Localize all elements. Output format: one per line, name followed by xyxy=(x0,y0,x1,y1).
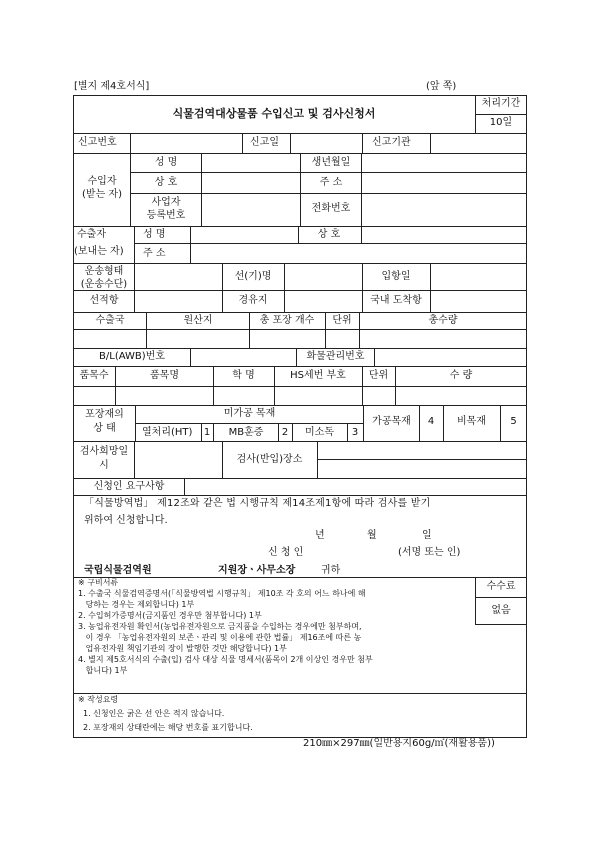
agency-director: 지원장ㆍ사무소장 xyxy=(218,565,296,576)
frame-top xyxy=(73,95,526,96)
v-242 xyxy=(242,133,243,153)
transit-label: 경유지 xyxy=(238,295,268,306)
line-312 xyxy=(73,312,526,313)
importer-birth-field[interactable] xyxy=(362,154,525,172)
requests-field[interactable] xyxy=(185,479,525,494)
line-577 xyxy=(73,577,526,578)
arrival-date-label: 입항일 xyxy=(381,271,411,282)
declaration-line-2: 위하여 신청합니다. xyxy=(84,515,168,526)
importer-birth-label: 생년월일 xyxy=(311,157,351,168)
processed-wood-no[interactable]: 4 xyxy=(427,416,435,427)
line-405 xyxy=(73,405,526,406)
frame-right xyxy=(526,95,527,737)
items-header-unit: 단위 xyxy=(368,370,389,381)
vessel-label: 선(기)명 xyxy=(234,271,272,282)
loading-port-label: 선적항 xyxy=(89,295,119,306)
origin-header-export-country: 수출국 xyxy=(95,315,125,326)
exporter-address-label: 주 소 xyxy=(143,248,166,259)
items-header-count: 품목수 xyxy=(79,370,109,381)
document-item: 이 경우 「농업유전자원의 보존ㆍ관리 및 이용에 관한 법률」 제16조에 따른 농 xyxy=(78,633,362,642)
unsanitized-no[interactable]: 3 xyxy=(351,427,359,438)
report-number-label: 신고번호 xyxy=(78,137,117,148)
cargo-field[interactable] xyxy=(375,349,525,365)
line-423 xyxy=(135,423,363,424)
hope-date-field[interactable] xyxy=(135,442,221,477)
heat-treated-no[interactable]: 1 xyxy=(203,427,211,438)
report-date-label: 신고일 xyxy=(250,137,279,148)
line-597 xyxy=(475,597,526,598)
non-wood-no[interactable]: 5 xyxy=(510,416,517,427)
processing-period-value: 10일 xyxy=(489,117,513,128)
arrival-port-field[interactable] xyxy=(431,291,525,311)
importer-name-label: 성 명 xyxy=(154,157,178,168)
document-item: 업유전자원 책임기관의 장이 발행한 것만 해당합니다) 1부 xyxy=(78,644,287,653)
importer-trade-field[interactable] xyxy=(202,173,300,193)
processing-period-label: 처리기간 xyxy=(481,98,521,109)
instruction-item: 2. 포장재의 상태란에는 해당 번호를 표기합니다. xyxy=(83,723,253,732)
items-header-qty: 수 량 xyxy=(449,370,473,381)
exporter-name-field[interactable] xyxy=(191,227,298,243)
documents-list xyxy=(78,588,473,676)
date-year: 년 xyxy=(315,530,325,541)
line-172 xyxy=(130,172,526,173)
transit-field[interactable] xyxy=(285,291,362,311)
heat-treated-label: 열처리(HT) xyxy=(142,427,193,438)
non-wood-label: 비목재 xyxy=(457,416,486,427)
origin-header-unit: 단위 xyxy=(332,315,352,326)
v-362 xyxy=(362,133,363,153)
importer-address-field[interactable] xyxy=(362,173,525,193)
importer-label: 수입자 (받는 자) xyxy=(82,176,122,200)
vessel-field[interactable] xyxy=(285,264,362,290)
applicant-field[interactable] xyxy=(320,545,390,561)
applicant-label: 신 청 인 xyxy=(268,547,304,558)
arrival-port-label: 국내 도착항 xyxy=(370,295,422,306)
document-item: 2. 수입허가증명서(금지품인 경우만 첨부합니다) 1부 xyxy=(78,611,262,620)
document-item: 4. 별지 제5호서식의 수출(입) 검사 대상 식물 명세서(품목이 2개 이상인 경우만 첨부 xyxy=(78,655,373,664)
date-day: 일 xyxy=(422,530,432,541)
fee-label: 수수료 xyxy=(486,581,516,592)
bl-field[interactable] xyxy=(191,349,296,365)
origin-header-total-qty: 총수량 xyxy=(428,315,458,326)
line-624 xyxy=(475,624,526,625)
line-495 xyxy=(73,495,526,496)
instruction-item: 1. 신청인은 굵은 선 안은 적지 않습니다. xyxy=(83,709,225,718)
signature-label: (서명 또는 인) xyxy=(398,547,461,558)
document-item: 합니다) 1부 xyxy=(78,666,128,675)
items-header-hs: HS세번 부호 xyxy=(290,370,346,381)
page-side-label: (앞 쪽) xyxy=(426,81,457,92)
instructions-title: ※ 작성요령 xyxy=(78,695,119,704)
line-366 xyxy=(73,366,526,367)
mb-fumigation-label: MB훈증 xyxy=(228,427,264,438)
exporter-label-bottom: (보내는 자) xyxy=(74,246,124,257)
unprocessed-wood-label: 미가공 목재 xyxy=(223,408,276,419)
fee-value: 없음 xyxy=(491,605,511,616)
importer-phone-label: 전화번호 xyxy=(311,203,351,214)
processed-wood-label: 가공목재 xyxy=(372,416,411,427)
arrival-date-field[interactable] xyxy=(431,264,525,290)
paper-spec: 210㎜×297㎜(일반용지60g/㎡(재활용품)) xyxy=(303,738,495,749)
transport-mode-field[interactable] xyxy=(135,264,221,290)
report-agency-field[interactable] xyxy=(431,134,525,152)
exporter-label-top: 수출자 xyxy=(77,229,106,240)
report-date-field[interactable] xyxy=(291,134,362,152)
requests-label: 신청인 요구사항 xyxy=(93,481,165,492)
importer-phone-field[interactable] xyxy=(362,194,525,225)
cargo-label: 화물관리번호 xyxy=(306,351,365,362)
importer-trade-label: 상 호 xyxy=(154,177,178,188)
importer-name-field[interactable] xyxy=(202,154,300,172)
date-month: 월 xyxy=(367,530,377,541)
loading-port-field[interactable] xyxy=(135,291,221,311)
inspection-place-label: 검사(반입)장소 xyxy=(236,454,303,465)
declaration-line-1: 「식물방역법」 제12조와 같은 법 시행규칙 제14조제1항에 따라 검사를 받기 xyxy=(84,498,431,509)
items-data-row[interactable] xyxy=(74,387,525,404)
origin-header-origin: 원산지 xyxy=(183,315,213,326)
honorific: 귀하 xyxy=(321,565,341,576)
transport-mode-label: 운송형태 (운송수단) xyxy=(80,266,128,290)
origin-data-row[interactable] xyxy=(74,330,525,347)
line-693 xyxy=(73,693,526,694)
exporter-name-label: 성 명 xyxy=(143,229,166,240)
document-item: 당하는 경우는 제외합니다) 1부 xyxy=(78,600,195,609)
documents-title: ※ 구비서류 xyxy=(78,578,119,587)
items-header-name: 품목명 xyxy=(150,370,179,381)
report-agency-label: 신고기관 xyxy=(372,137,411,148)
importer-address-label: 주 소 xyxy=(319,177,343,188)
form-number-label: [별지 제4호서식] xyxy=(74,81,150,92)
v-134 xyxy=(134,226,135,263)
exporter-trade-label: 상 호 xyxy=(317,229,341,240)
form-title: 식물검역대상물품 수입신고 및 검사신청서 xyxy=(172,107,376,120)
exporter-address-field[interactable] xyxy=(191,244,525,262)
report-number-field[interactable] xyxy=(131,134,241,152)
packaging-label: 포장재의 상 태 xyxy=(85,409,124,434)
document-item: 3. 농업유전자원 확인서(농업유전자원으로 금지품을 수입하는 경우에만 첨부하며, xyxy=(78,622,362,631)
agency-name: 국립식물검역원 xyxy=(84,565,152,576)
exporter-trade-field[interactable] xyxy=(362,227,525,243)
line-459 xyxy=(317,459,526,460)
mb-fumigation-no[interactable]: 2 xyxy=(281,427,289,438)
importer-bizno-field[interactable] xyxy=(202,194,300,225)
line-193 xyxy=(130,193,526,194)
importer-bizno-label: 사업자 등록번호 xyxy=(146,197,186,221)
unsanitized-label: 미소독 xyxy=(305,427,334,438)
origin-header-package-count: 총 포장 개수 xyxy=(259,315,315,326)
bl-label: B/L(AWB)번호 xyxy=(99,351,165,362)
hope-date-label: 검사희망일 시 xyxy=(79,446,129,471)
period-divider xyxy=(475,114,526,115)
document-item: 1. 수출국 식물검역증명서(「식물방역법 시행규칙」 제10조 각 호의 어느 하나에 해 xyxy=(78,589,366,598)
items-header-scientific: 학 명 xyxy=(232,370,255,381)
